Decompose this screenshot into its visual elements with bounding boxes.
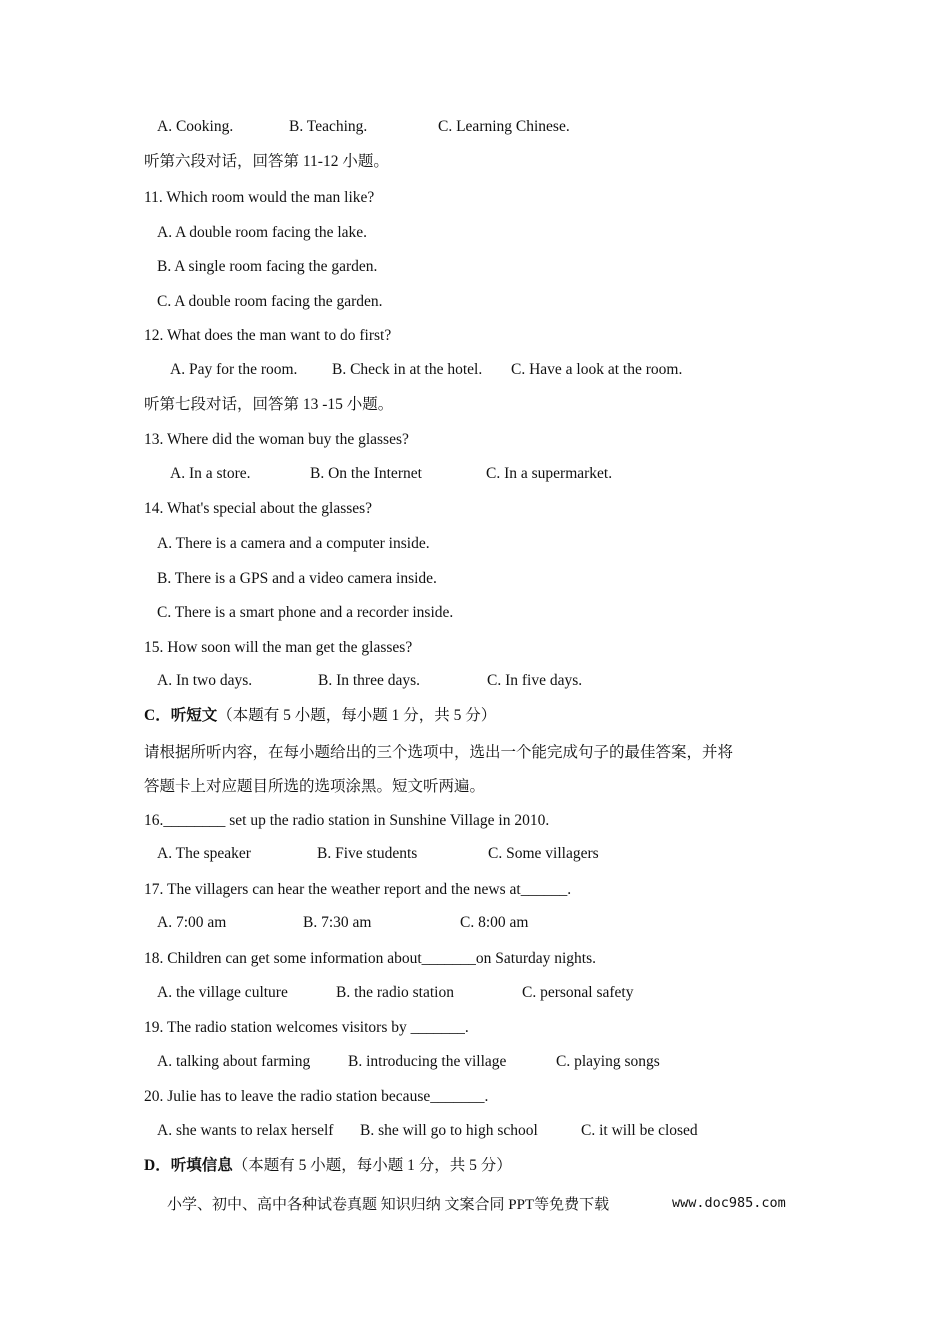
q16-stem: 16.________ set up the radio station in Sunshine Village in 2010. — [144, 812, 550, 829]
q18-option-a: A. the village culture — [157, 984, 288, 1001]
q14-option-c: C. There is a smart phone and a recorder inside. — [157, 604, 454, 621]
q11-stem: 11. Which room would the man like? — [144, 189, 375, 206]
q13-option-a: A. In a store. — [170, 465, 251, 482]
q10-option-c: C. Learning Chinese. — [438, 118, 570, 135]
footer-text: 小学、初中、高中各种试卷真题 知识归纳 文案合同 PPT等免费下载 — [167, 1197, 610, 1213]
section-c-instruction-2: 答题卡上对应题目所选的选项涂黑。短文听两遍。 — [144, 778, 486, 795]
q10-option-a: A. Cooking. — [157, 118, 234, 135]
q14-stem: 14. What's special about the glasses? — [144, 500, 373, 517]
q18-option-b: B. the radio station — [336, 984, 454, 1001]
q15-option-a: A. In two days. — [157, 672, 253, 689]
q15-stem: 15. How soon will the man get the glasses? — [144, 639, 413, 656]
q20-stem: 20. Julie has to leave the radio station because_______. — [144, 1088, 489, 1105]
q18-option-c: C. personal safety — [522, 984, 634, 1001]
footer-url[interactable]: www.doc985.com — [672, 1195, 786, 1211]
section-d-note: （本题有 5 小题，每小题 1 分，共 5 分） — [232, 1157, 512, 1174]
section-c-instruction-1: 请根据所听内容，在每小题给出的三个选项中，选出一个能完成句子的最佳答案，并将 — [144, 744, 734, 761]
q11-option-b: B. A single room facing the garden. — [157, 258, 378, 275]
q16-option-c: C. Some villagers — [488, 845, 599, 862]
q12-option-b: B. Check in at the hotel. — [332, 361, 483, 378]
q20-option-c: C. it will be closed — [581, 1122, 698, 1139]
q13-option-b: B. On the Internet — [310, 465, 422, 482]
section-c-note: （本题有 5 小题，每小题 1 分，共 5 分） — [217, 707, 497, 724]
section6-header: 听第六段对话，回答第 11-12 小题。 — [144, 153, 389, 170]
q17-option-a: A. 7:00 am — [157, 914, 227, 931]
q17-option-c: C. 8:00 am — [460, 914, 529, 931]
q12-stem: 12. What does the man want to do first? — [144, 327, 392, 344]
q19-option-a: A. talking about farming — [157, 1053, 311, 1070]
q16-option-b: B. Five students — [317, 845, 418, 862]
q14-option-a: A. There is a camera and a computer inside. — [157, 535, 430, 552]
section-c-title: C．听短文 — [144, 707, 218, 724]
q19-option-b: B. introducing the village — [348, 1053, 507, 1070]
q13-option-c: C. In a supermarket. — [486, 465, 613, 482]
q15-option-c: C. In five days. — [487, 672, 583, 689]
q12-option-c: C. Have a look at the room. — [511, 361, 683, 378]
q18-stem: 18. Children can get some information about_______on Saturday nights. — [144, 950, 597, 967]
q11-option-a: A. A double room facing the lake. — [157, 224, 368, 241]
section7-header: 听第七段对话，回答第 13 -15 小题。 — [144, 396, 394, 413]
q14-option-b: B. There is a GPS and a video camera inside. — [157, 570, 437, 587]
q15-option-b: B. In three days. — [318, 672, 421, 689]
q12-option-a: A. Pay for the room. — [170, 361, 298, 378]
q11-option-c: C. A double room facing the garden. — [157, 293, 383, 310]
q16-option-a: A. The speaker — [157, 845, 251, 862]
section-c-heading — [144, 706, 496, 726]
q17-option-b: B. 7:30 am — [303, 914, 372, 931]
q17-stem: 17. The villagers can hear the weather report and the news at______. — [144, 881, 572, 898]
section-d-title: D．听填信息 — [144, 1157, 233, 1174]
q19-option-c: C. playing songs — [556, 1053, 660, 1070]
q20-option-b: B. she will go to high school — [360, 1122, 538, 1139]
section-d-heading — [144, 1156, 512, 1176]
q13-stem: 13. Where did the woman buy the glasses? — [144, 431, 409, 448]
q20-option-a: A. she wants to relax herself — [157, 1122, 334, 1139]
q10-option-b: B. Teaching. — [289, 118, 368, 135]
q19-stem: 19. The radio station welcomes visitors by _______. — [144, 1019, 469, 1036]
